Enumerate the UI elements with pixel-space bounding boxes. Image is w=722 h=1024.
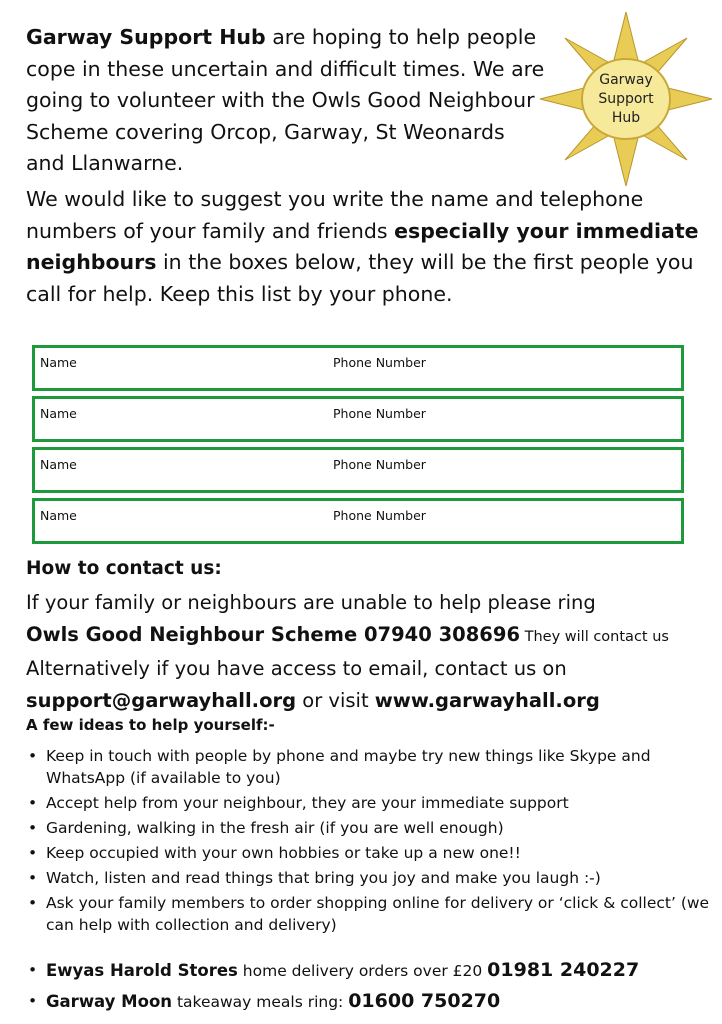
contact-box[interactable] (32, 345, 684, 391)
list-item: • Gardening, walking in the fresh air (if you are well enough) (22, 817, 712, 839)
phone-label: Phone Number (333, 406, 426, 421)
store-name: Garway Moon (46, 992, 173, 1011)
store-item (22, 986, 718, 1017)
scheme-note: They will contact us (520, 629, 669, 645)
store-phone: 01981 240227 (487, 959, 640, 981)
list-item: • Keep occupied with your own hobbies or take up a new one!! (22, 842, 712, 864)
garway-sun-logo (538, 10, 714, 188)
store-name: Ewyas Harold Stores (46, 961, 238, 980)
scheme-phone: Owls Good Neighbour Scheme 07940 308696 (26, 623, 521, 646)
contact-section (26, 587, 722, 717)
list-item: • Keep in touch with people by phone and maybe try new things like Skype and WhatsApp (if available to you) (22, 745, 712, 789)
store-desc: takeaway meals ring: (172, 993, 349, 1011)
email-link[interactable]: support@garwayhall.org (26, 689, 297, 712)
or-visit: or visit (296, 689, 375, 712)
website-link[interactable]: www.garwayhall.org (374, 689, 600, 712)
sun-ray (614, 12, 638, 60)
name-label: Name (40, 457, 77, 472)
name-label: Name (40, 508, 77, 523)
suggest-text-1: We would like to suggest you write the name and telephone numbers of your family and friends (26, 187, 644, 243)
suggest-text-2: in the boxes below, they will be the first people you call for help. Keep this list by your phone. (26, 250, 694, 306)
sun-ray (664, 87, 712, 111)
intro-paragraph (26, 22, 546, 180)
stores-list (22, 955, 718, 1017)
org-name: Garway Support Hub (26, 25, 266, 49)
suggestion-paragraph (26, 184, 706, 310)
list-item: • Accept help from your neighbour, they are your immediate support (22, 792, 712, 814)
ideas-heading: A few ideas to help yourself:- (26, 716, 275, 734)
logo-line1: Garway (599, 72, 653, 88)
contact-line1: If your family or neighbours are unable to help please ring (26, 591, 596, 614)
contact-box[interactable] (32, 396, 684, 442)
name-label: Name (40, 406, 77, 421)
list-item: • Watch, listen and read things that bring you joy and make you laugh :-) (22, 867, 712, 889)
store-item (22, 955, 718, 986)
contact-line2 (26, 619, 722, 653)
contact-line4 (26, 685, 722, 717)
list-item: • Ask your family members to order shopping online for delivery or ‘click & collect’ (we can help with collection and delivery) (22, 892, 712, 936)
phone-label: Phone Number (333, 355, 426, 370)
logo-line3: Hub (611, 110, 641, 126)
suggest-bold: especially your immediate neighbours (26, 218, 699, 274)
store-desc: home delivery orders over £20 (237, 962, 488, 980)
contact-heading: How to contact us: (26, 558, 222, 579)
phone-label: Phone Number (333, 457, 426, 472)
contact-line3: Alternatively if you have access to email, contact us on (26, 657, 567, 680)
contact-box[interactable] (32, 498, 684, 544)
contact-box[interactable] (32, 447, 684, 493)
ideas-list (22, 745, 712, 939)
store-phone: 01600 750270 (348, 990, 501, 1012)
logo-line2: Support (598, 91, 654, 107)
phone-label: Phone Number (333, 508, 426, 523)
intro-text: are hoping to help people cope in these uncertain and difficult times. We are going to volunteer with the Owls Good Neighbour Scheme covering Orcop, Garway, St Weonards and Llanwarne. (26, 25, 545, 175)
sun-ray (614, 138, 638, 186)
name-label: Name (40, 355, 77, 370)
sun-ray (540, 87, 588, 111)
